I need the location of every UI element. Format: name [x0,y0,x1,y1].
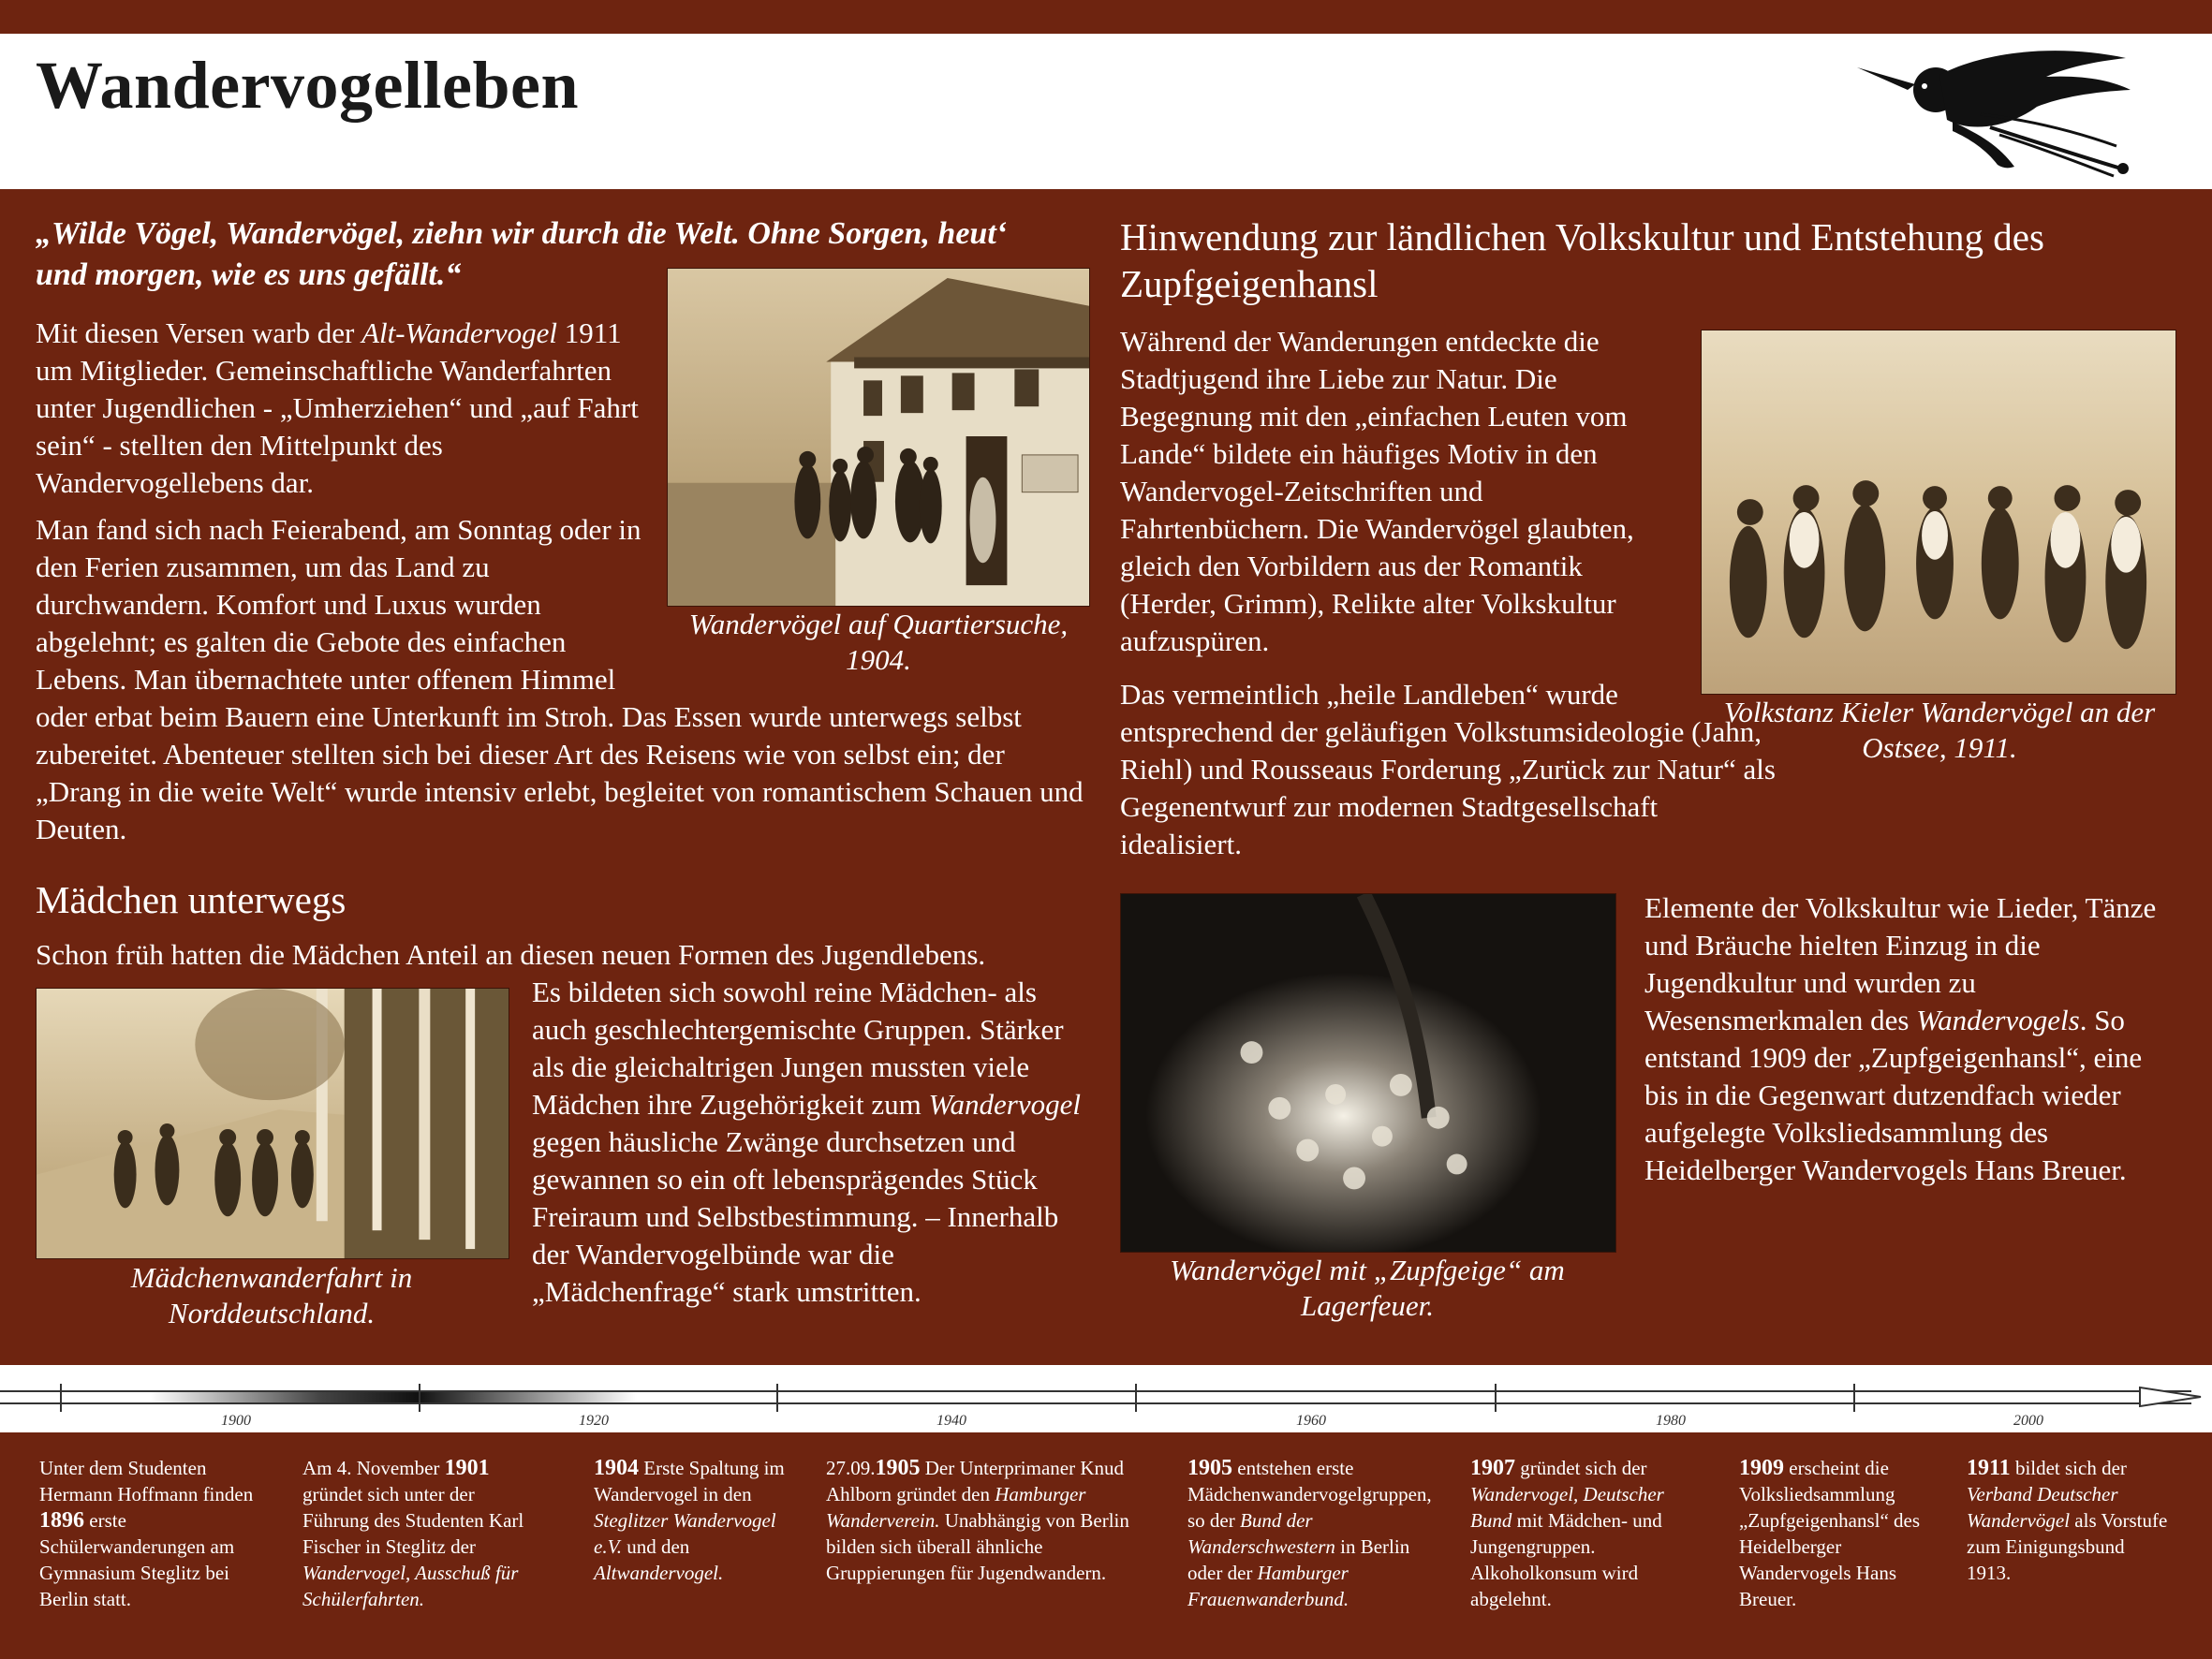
timeline-band [0,1365,2212,1432]
year-label: 2000 [2013,1413,2043,1429]
timeline-event: 1907 gründet sich der Wandervogel, Deutscher Bund mit Mädchen- und Jungengruppen. Alkoholkonsum wird abgelehnt. [1470,1456,1664,1610]
journey-paragraph: Man fand sich nach Feierabend, am Sonntag oder in den Ferien zusammen, um das Land zu durchwandern. Komfort und Luxus wurden abgelehnt; es galten die Gebote des einfachen Lebens. Man übernachtete unter offenem Himmel oder erbat beim Bauern eine Unterkunft im Stroh. Das Essen wurde unterwegs selbst zubereitet. Abenteuer stellten sich bei dieser Art des Reisens wie von selbst ein; der „Drang in die weite Welt“ wurde intensiv erlebt, begleitet von romantischem Schauen und Deuten. [36,513,1084,845]
maedchenwanderfahrt-caption: Mädchenwanderfahrt in Norddeutschland. [130,1261,413,1329]
timeline-event: 1905 entstehen erste Mädchenwandervogelgruppen, so der Bund der Wanderschwestern in Berlin oder der Hamburger Frauenwanderbund. [1187,1456,1432,1610]
girls-paragraph: Es bildeten sich sowohl reine Mädchen- als auch geschlechtergemischte Gruppen. Stärker als die gleichaltrigen Jungen mussten viele Mädchen ihre Zugehörigkeit zum Wandervogel gegen häusliche Zwänge durchsetzen und gewannen so ein oft lebensprägendes Stück Freiraum und Selbstbestimmung. – Innerhalb der Wandervogelbünde war die „Mädchenfrage“ stark umstritten. [532,976,1081,1308]
quartiersuche-caption: Wandervögel auf Quartiersuche, 1904. [688,608,1069,676]
verse-quote: „Wilde Vögel, Wandervögel, ziehn wir durch die Welt. Ohne Sorgen, heut‘ und morgen, wie es uns gefällt.“ [36,216,1008,292]
nature-paragraph: Während der Wanderungen entdeckte die Stadtjugend ihre Liebe zur Natur. Die Begegnung mit den „einfachen Leuten vom Lande“ bildete ein häufiges Motiv in den Wandervogel-Zeitschriften und Fahrtenbüchern. Die Wandervögel glaubten, gleich den Vorbildern aus der Romantik (Herder, Grimm), Relikte alter Volkskultur aufzuspüren. [1120,325,1634,657]
timeline-event: 1909 erscheint die Volksliedsammlung „Zupfgeigenhansl“ des Heidelberger Wandervogels Hans Breuer. [1739,1456,1921,1610]
zupfgeigenhansl-paragraph: Elemente der Volkskultur wie Lieder, Tänze und Bräuche hielten Einzug in die Jugendkultur und wurden zu Wesensmerkmalen des Wandervogels. So entstand 1909 der „Zupfgeigenhansl“, eine bis in die Gegenwart dutzendfach wieder aufgelegte Volksliedsammlung des Heidelberger Wandervogels Hans Breuer. [1644,891,2157,1186]
year-label: 1980 [1656,1413,1686,1429]
bird-logo-icon [1850,49,2140,180]
timeline-event: 27.09.1905 Der Unterprimaner Knud Ahlborn gründet den Hamburger Wanderverein. Unabhängig von Berlin bilden sich überall ähnliche Gruppierungen für Jugendwandern. [826,1456,1129,1584]
girls-heading: Mädchen unterwegs [36,878,347,921]
maedchenwanderfahrt-photo [36,988,509,1259]
year-label: 1940 [936,1413,966,1429]
intro-paragraph: Mit diesen Versen warb der Alt-Wandervogel 1911 um Mitglieder. Gemeinschaftliche Wanderfahrten unter Jugendlichen - „Umherziehen“ und „auf Fahrt sein“ - stellten den Mittelpunkt des Wandervogellebens dar. [36,316,639,499]
girls-intro: Schon früh hatten die Mädchen Anteil an diesen neuen Formen des Jugendlebens. [36,938,986,971]
page-title: Wandervogelleben [36,48,579,123]
volkskultur-heading: Hinwendung zur ländlichen Volkskultur und Entstehung des Zupfgeigenhansl [1120,215,2044,305]
timeline-event: 1911 bildet sich der Verband Deutscher Wandervögel als Vorstufe zum Einigungsbund 1913. [1967,1456,2168,1584]
lagerfeuer-photo [1120,893,1616,1253]
timeline-event: Am 4. November 1901 gründet sich unter der Führung des Studenten Karl Fischer in Steglitz der Wandervogel, Ausschuß für Schülerfahrten. [302,1456,524,1610]
volkstanz-photo [1701,330,2176,695]
top-strip [0,0,2212,34]
year-label: 1920 [579,1413,609,1429]
timeline-event: Unter dem Studenten Hermann Hoffmann finden 1896 erste Schülerwanderungen am Gymnasium Steglitz bei Berlin statt. [39,1457,254,1610]
lagerfeuer-caption: Wandervögel mit „Zupfgeige“ am Lagerfeuer. [1170,1254,1565,1322]
timeline-event: 1904 Erste Spaltung im Wandervogel in den Steglitzer Wandervogel e.V. und den Altwandervogel. [594,1456,785,1584]
era-gradient-bar [150,1391,637,1403]
volkstanz-caption: Volkstanz Kieler Wandervögel an der Ostsee, 1911. [1723,696,2156,764]
landleben-paragraph: Das vermeintlich „heile Landleben“ wurde entsprechend der geläufigen Volkstumsideologie (Jahn, Riehl) und Rousseaus Forderung „Zurück zur Natur“ als Gegenentwurf zur modernen Stadtgesellschaft idealisiert. [1120,678,1776,860]
year-label: 1900 [221,1413,251,1429]
year-label: 1960 [1296,1413,1326,1429]
